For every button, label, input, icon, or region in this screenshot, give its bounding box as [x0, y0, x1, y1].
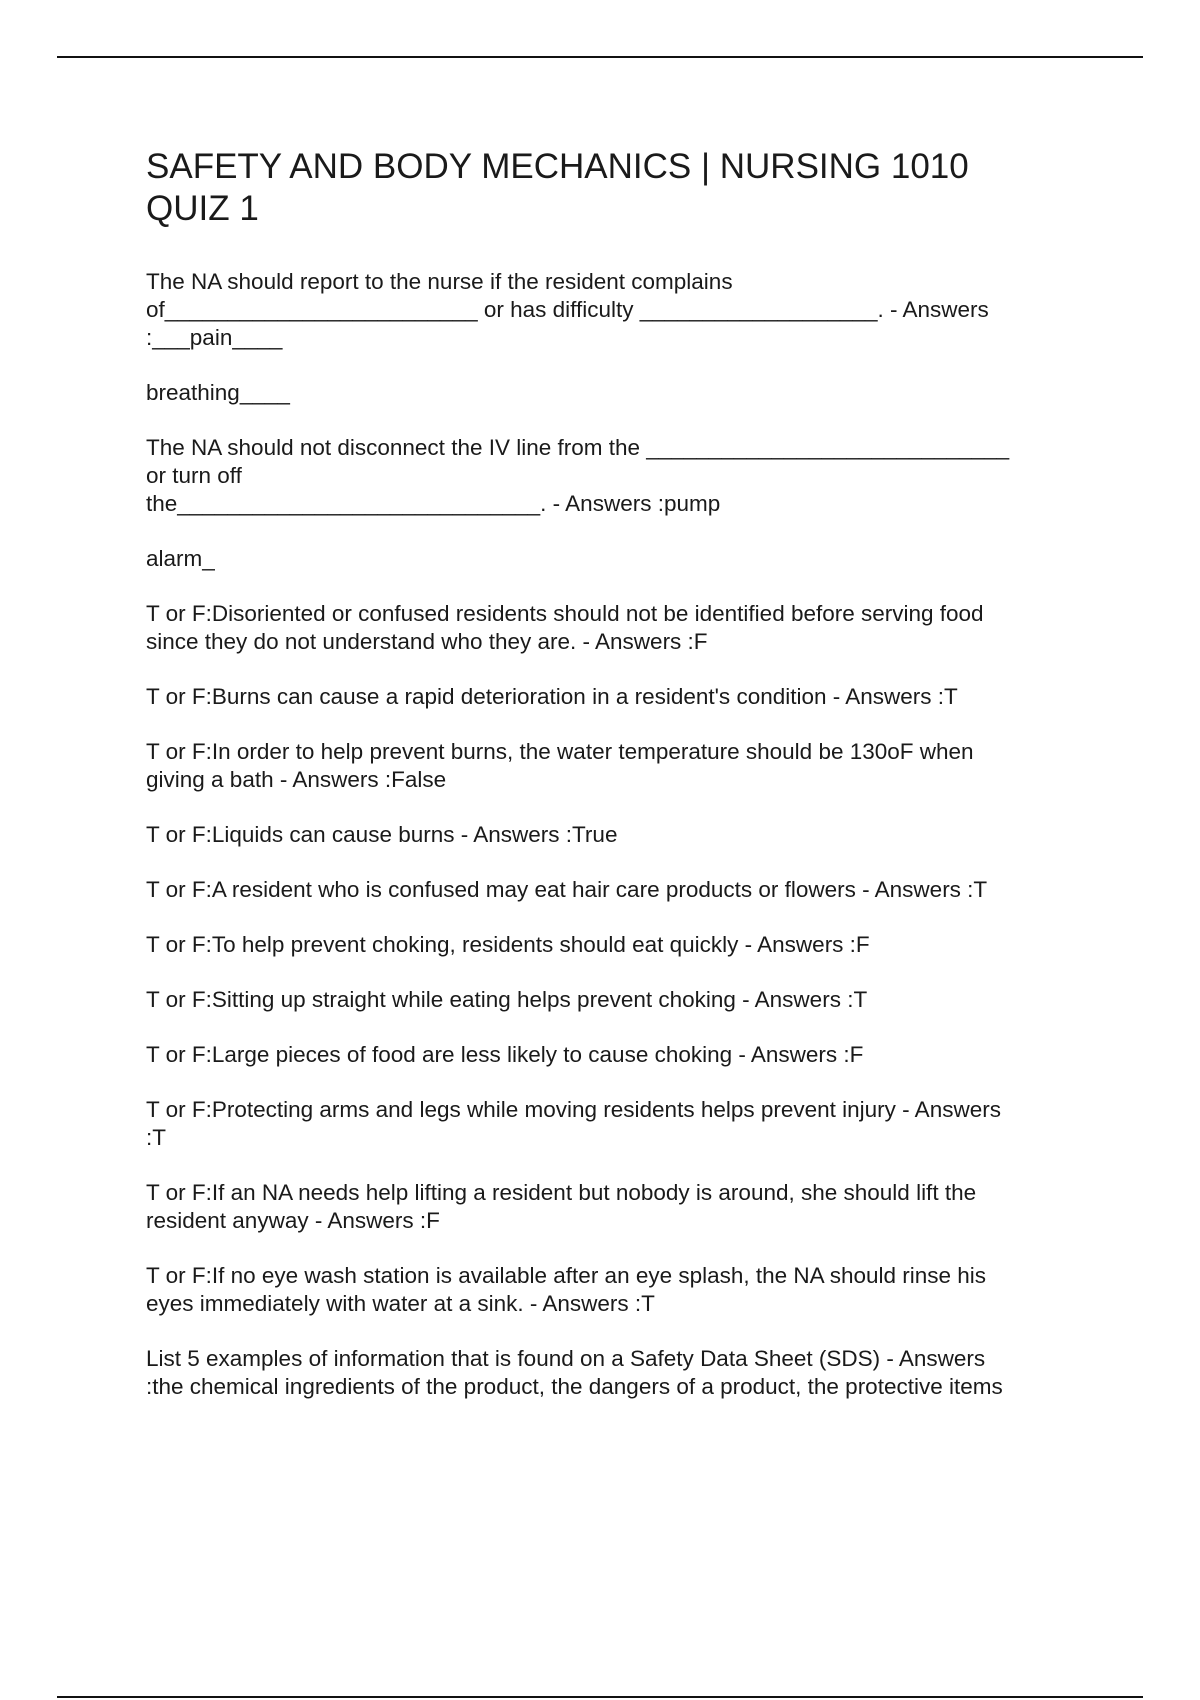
text-line: the_____________________________. - Answers :pump	[146, 491, 721, 516]
text-line: :___pain____	[146, 325, 283, 350]
title-line: SAFETY AND BODY MECHANICS | NURSING 1010	[146, 147, 969, 186]
text-line: alarm_	[146, 546, 215, 571]
text-line: T or F:Burns can cause a rapid deterioration in a resident's condition - Answers :T	[146, 684, 958, 709]
text-line: T or F:Liquids can cause burns - Answers :True	[146, 822, 618, 847]
text-line: T or F:Sitting up straight while eating helps prevent choking - Answers :T	[146, 987, 868, 1012]
question-report-to-nurse	[146, 268, 1086, 352]
answer-continuation	[146, 379, 1086, 407]
text-line: List 5 examples of information that is found on a Safety Data Sheet (SDS) - Answers	[146, 1346, 986, 1371]
text-line: resident anyway - Answers :F	[146, 1208, 440, 1233]
document-body	[146, 146, 1086, 1401]
title-line: QUIZ 1	[146, 189, 259, 228]
question-sitting-straight	[146, 986, 1086, 1014]
text-line: T or F:In order to help prevent burns, the water temperature should be 130oF when	[146, 739, 974, 764]
text-line: giving a bath - Answers :False	[146, 767, 447, 792]
text-line: since they do not understand who they are. - Answers :F	[146, 629, 708, 654]
question-protecting-limbs	[146, 1096, 1086, 1152]
question-water-temperature	[146, 738, 1086, 794]
text-line: eyes immediately with water at a sink. - Answers :T	[146, 1291, 655, 1316]
question-lifting-alone	[146, 1179, 1086, 1235]
text-line: T or F:To help prevent choking, residents should eat quickly - Answers :F	[146, 932, 870, 957]
question-eat-quickly	[146, 931, 1086, 959]
question-disoriented-residents	[146, 600, 1086, 656]
question-confused-resident-eating	[146, 876, 1086, 904]
text-line: T or F:If no eye wash station is available after an eye splash, the NA should rinse his	[146, 1263, 987, 1288]
text-line: T or F:If an NA needs help lifting a resident but nobody is around, she should lift the	[146, 1180, 977, 1205]
text-line: T or F:Disoriented or confused residents should not be identified before serving food	[146, 601, 984, 626]
text-line: breathing____	[146, 380, 290, 405]
question-large-food-pieces	[146, 1041, 1086, 1069]
question-sds-examples	[146, 1345, 1086, 1401]
question-iv-line	[146, 434, 1086, 518]
top-rule	[57, 56, 1143, 58]
bottom-rule	[57, 1696, 1143, 1698]
text-line: :T	[146, 1125, 166, 1150]
page-title	[146, 146, 1086, 230]
question-burns-deterioration	[146, 683, 1086, 711]
text-line: T or F:Large pieces of food are less likely to cause choking - Answers :F	[146, 1042, 864, 1067]
text-line: :the chemical ingredients of the product, the dangers of a product, the protective items	[146, 1374, 1003, 1399]
text-line: or turn off	[146, 463, 242, 488]
question-liquids-burns	[146, 821, 1086, 849]
text-line: The NA should not disconnect the IV line from the _____________________________	[146, 435, 1010, 460]
answer-continuation	[146, 545, 1086, 573]
question-eye-wash	[146, 1262, 1086, 1318]
text-line: The NA should report to the nurse if the resident complains	[146, 269, 733, 294]
text-line: T or F:A resident who is confused may eat hair care products or flowers - Answers :T	[146, 877, 988, 902]
text-line: of_________________________ or has difficulty ___________________. - Answers	[146, 297, 989, 322]
text-line: T or F:Protecting arms and legs while moving residents helps prevent injury - Answers	[146, 1097, 1001, 1122]
